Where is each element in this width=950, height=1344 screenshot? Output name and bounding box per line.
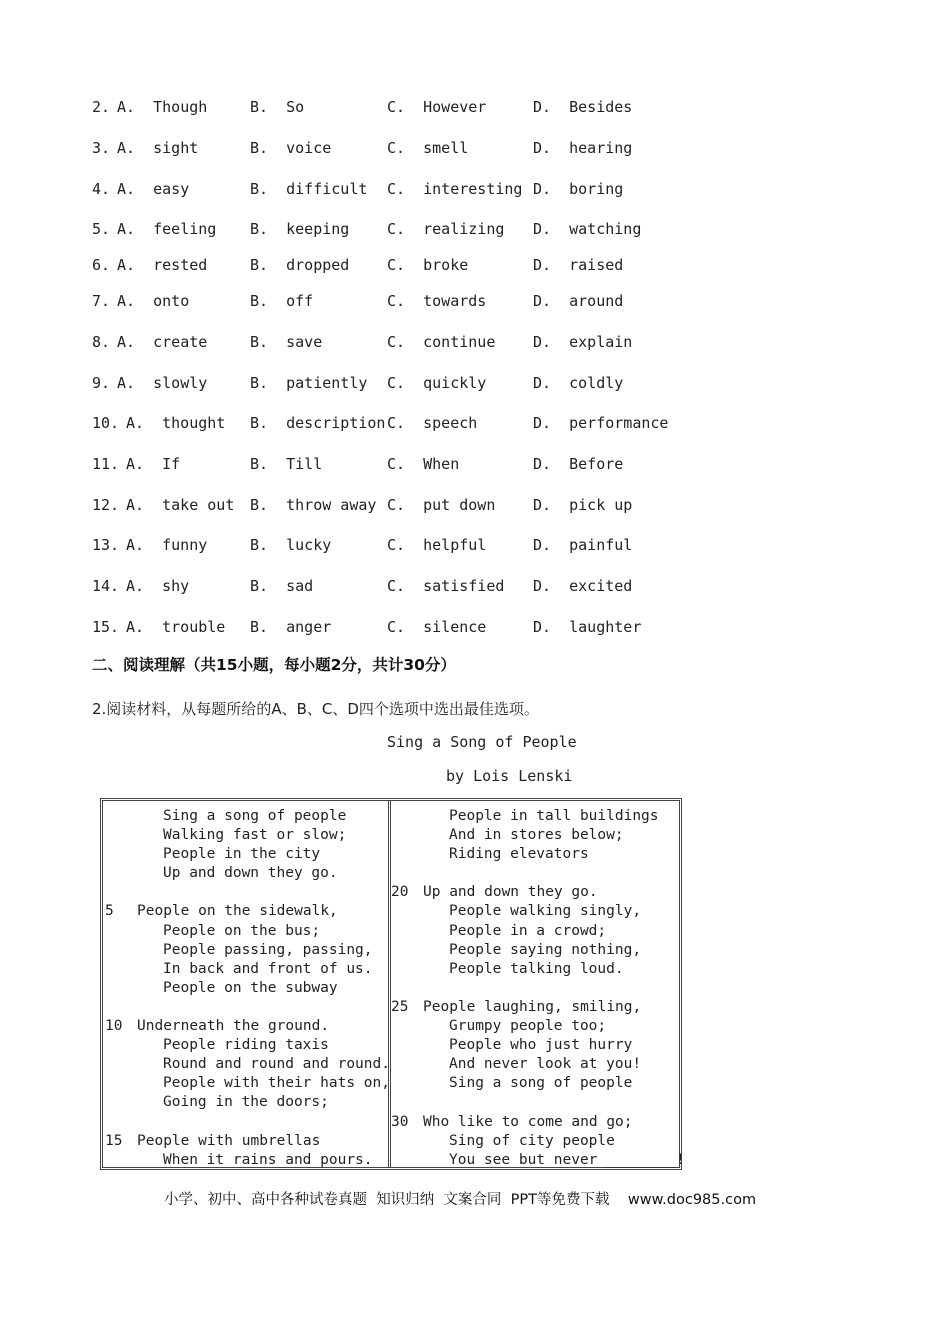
poem-line-text: People with umbrellas: [137, 1132, 321, 1149]
poem-line-text: People on the bus;: [163, 922, 321, 939]
poem-line-number: 15: [105, 1132, 123, 1149]
poem-line: [105, 941, 388, 960]
poem-line-text: People in tall buildings: [449, 808, 659, 824]
option-d: D. coldly: [533, 374, 624, 392]
poem-line-text: Walking fast or slow;: [163, 827, 347, 844]
poem-line-text: And in stores below;: [449, 827, 624, 844]
poem-line-text: Up and down they go.: [163, 865, 338, 882]
option-d: D. around: [533, 292, 624, 310]
poem-line: [105, 807, 388, 826]
option-b: B. voice: [250, 139, 332, 157]
option-d: D. explain: [533, 333, 633, 351]
poem-line-text: People walking singly,: [449, 903, 642, 920]
poem-line-text: You see but never ________!: [449, 1151, 685, 1168]
poem-line: [391, 1132, 677, 1151]
option-a: A. easy: [117, 180, 190, 198]
question-number: 6.: [92, 256, 111, 274]
poem-line: [391, 1017, 677, 1036]
option-b: B. difficult: [250, 180, 368, 198]
option-b: B. sad: [250, 577, 314, 595]
question-number: 8.: [92, 333, 111, 351]
question-number: 3.: [92, 139, 111, 157]
page-footer: 小学、初中、高中各种试卷真题 知识归纳 文案合同 PPT等免费下载 www.doc985.com: [164, 1192, 757, 1208]
option-a: A. Though: [117, 98, 208, 116]
poem-line: [105, 1017, 388, 1036]
poem-line: [105, 1132, 388, 1151]
option-c: C. satisfied: [387, 577, 505, 595]
poem-line-text: In back and front of us.: [163, 960, 373, 977]
option-d: D. boring: [533, 180, 624, 198]
poem-author: by Lois Lenski: [446, 767, 573, 785]
option-a: A. rested: [117, 256, 208, 274]
option-c: C. However: [387, 98, 487, 116]
option-b: B. save: [250, 333, 323, 351]
option-c: C. realizing: [387, 220, 505, 238]
option-c: C. silence: [387, 618, 487, 636]
question-number: 7.: [92, 292, 111, 310]
poem-line-text: Grumpy people too;: [449, 1018, 607, 1035]
poem-line: [105, 1055, 388, 1074]
option-d: D. laughter: [533, 618, 642, 636]
option-d: D. Before: [533, 455, 624, 473]
poem-line: [391, 941, 677, 960]
option-c: C. quickly: [387, 374, 487, 392]
poem-line: [105, 902, 388, 921]
poem-line-text: People saying nothing,: [449, 941, 642, 958]
poem-line-text: And never look at you!: [449, 1056, 642, 1073]
option-a: A. create: [117, 333, 208, 351]
option-d: D. painful: [533, 536, 633, 554]
option-b: B. off: [250, 292, 314, 310]
poem-line-text: Sing of city people: [449, 1132, 615, 1149]
option-a: A. slowly: [117, 374, 208, 392]
poem-line: [391, 845, 677, 864]
question-number: 9.: [92, 374, 111, 392]
question-number: 2.: [92, 98, 111, 116]
poem-line-number: 5: [105, 903, 114, 920]
poem-line-text: Sing a song of people: [163, 808, 347, 824]
poem-line-text: People in the city: [163, 846, 321, 863]
poem-line-number: 30: [391, 1113, 409, 1130]
option-a: A. funny: [126, 536, 208, 554]
question-number: 10.: [92, 414, 120, 432]
poem-line: [391, 960, 677, 979]
poem-line: [391, 1151, 685, 1170]
option-a: A. onto: [117, 292, 190, 310]
option-a: A. feeling: [117, 220, 217, 238]
option-c: C. smell: [387, 139, 469, 157]
poem-line-text: People who just hurry: [449, 1037, 633, 1054]
poem-line: [391, 1036, 677, 1055]
poem-line: [391, 864, 677, 883]
poem-line: [105, 960, 388, 979]
poem-right-column: [391, 807, 685, 1170]
option-d: D. Besides: [533, 98, 633, 116]
option-c: C. towards: [387, 292, 487, 310]
question-number: 14.: [92, 577, 120, 595]
question-number: 15.: [92, 618, 120, 636]
option-c: C. broke: [387, 256, 469, 274]
poem-line-text: People on the sidewalk,: [137, 903, 338, 920]
poem-line-text: People passing, passing,: [163, 941, 373, 958]
option-b: B. anger: [250, 618, 332, 636]
option-a: A. thought: [126, 414, 226, 432]
poem-line: [105, 979, 388, 998]
option-b: B. keeping: [250, 220, 350, 238]
option-d: D. performance: [533, 414, 669, 432]
option-c: C. When: [387, 455, 460, 473]
section-heading: 二、阅读理解（共15小题，每小题2分，共计30分）: [92, 656, 456, 674]
poem-line: [105, 845, 388, 864]
option-d: D. watching: [533, 220, 642, 238]
option-c: C. speech: [387, 414, 478, 432]
poem-line: [105, 826, 388, 845]
poem-line-text: Sing a song of people: [449, 1075, 633, 1092]
option-c: C. helpful: [387, 536, 487, 554]
poem-line: [391, 922, 677, 941]
poem-line: [391, 1113, 677, 1132]
option-b: B. description: [250, 414, 386, 432]
poem-line-text: People with their hats on,: [163, 1075, 390, 1092]
poem-line: [105, 998, 388, 1017]
option-d: D. excited: [533, 577, 633, 595]
option-b: B. patiently: [250, 374, 368, 392]
poem-line: [105, 1113, 388, 1132]
poem-line: [105, 864, 388, 883]
poem-line: [391, 883, 677, 902]
poem-line-text: People laughing, smiling,: [423, 998, 642, 1015]
option-b: B. dropped: [250, 256, 350, 274]
poem-line: [391, 1055, 677, 1074]
poem-line: [105, 922, 388, 941]
poem-line-text: Round and round and round.: [163, 1056, 390, 1073]
poem-line: [105, 1036, 388, 1055]
poem-line-text: People on the subway: [163, 979, 338, 996]
option-a: A. trouble: [126, 618, 226, 636]
poem-line: [391, 979, 677, 998]
reading-instruction: 2.阅读材料，从每题所给的A、B、C、D四个选项中选出最佳选项。: [92, 700, 539, 718]
question-number: 4.: [92, 180, 111, 198]
option-a: A. shy: [126, 577, 190, 595]
option-c: C. continue: [387, 333, 496, 351]
poem-line: [105, 883, 388, 902]
option-b: B. So: [250, 98, 305, 116]
poem-line: [391, 807, 677, 826]
option-b: B. Till: [250, 455, 323, 473]
poem-line-text: Up and down they go.: [423, 884, 598, 901]
poem-line-text: People talking loud.: [449, 960, 624, 977]
question-number: 11.: [92, 455, 120, 473]
poem-line-text: Riding elevators: [449, 846, 589, 863]
option-c: C. put down: [387, 496, 496, 514]
option-b: B. lucky: [250, 536, 332, 554]
option-b: B. throw away: [250, 496, 377, 514]
option-d: D. raised: [533, 256, 624, 274]
option-c: C. interesting: [387, 180, 523, 198]
poem-table: [100, 798, 685, 1170]
option-d: D. pick up: [533, 496, 633, 514]
poem-line-text: People riding taxis: [163, 1037, 329, 1054]
poem-title: Sing a Song of People: [387, 733, 577, 751]
question-number: 5.: [92, 220, 111, 238]
option-a: A. If: [126, 455, 181, 473]
poem-line-text: People in a crowd;: [449, 922, 607, 939]
poem-line: [391, 1074, 677, 1093]
option-a: A. sight: [117, 139, 199, 157]
question-number: 13.: [92, 536, 120, 554]
poem-line: [391, 998, 677, 1017]
poem-line: [105, 1074, 388, 1093]
question-number: 12.: [92, 496, 120, 514]
poem-line: [105, 1151, 388, 1170]
poem-line: [391, 826, 677, 845]
poem-line-text: When it rains and pours.: [163, 1151, 373, 1168]
poem-line: [391, 1093, 677, 1112]
poem-line-number: 25: [391, 998, 409, 1015]
poem-line-text: Underneath the ground.: [137, 1018, 330, 1035]
poem-line-text: Going in the doors;: [163, 1094, 329, 1111]
option-a: A. take out: [126, 496, 235, 514]
poem-line-number: 20: [391, 884, 409, 901]
poem-line: [105, 1093, 388, 1112]
poem-line-text: Who like to come and go;: [423, 1113, 633, 1130]
poem-left-column: [105, 807, 388, 1170]
poem-line-number: 10: [105, 1018, 123, 1035]
option-d: D. hearing: [533, 139, 633, 157]
poem-line: [391, 902, 677, 921]
